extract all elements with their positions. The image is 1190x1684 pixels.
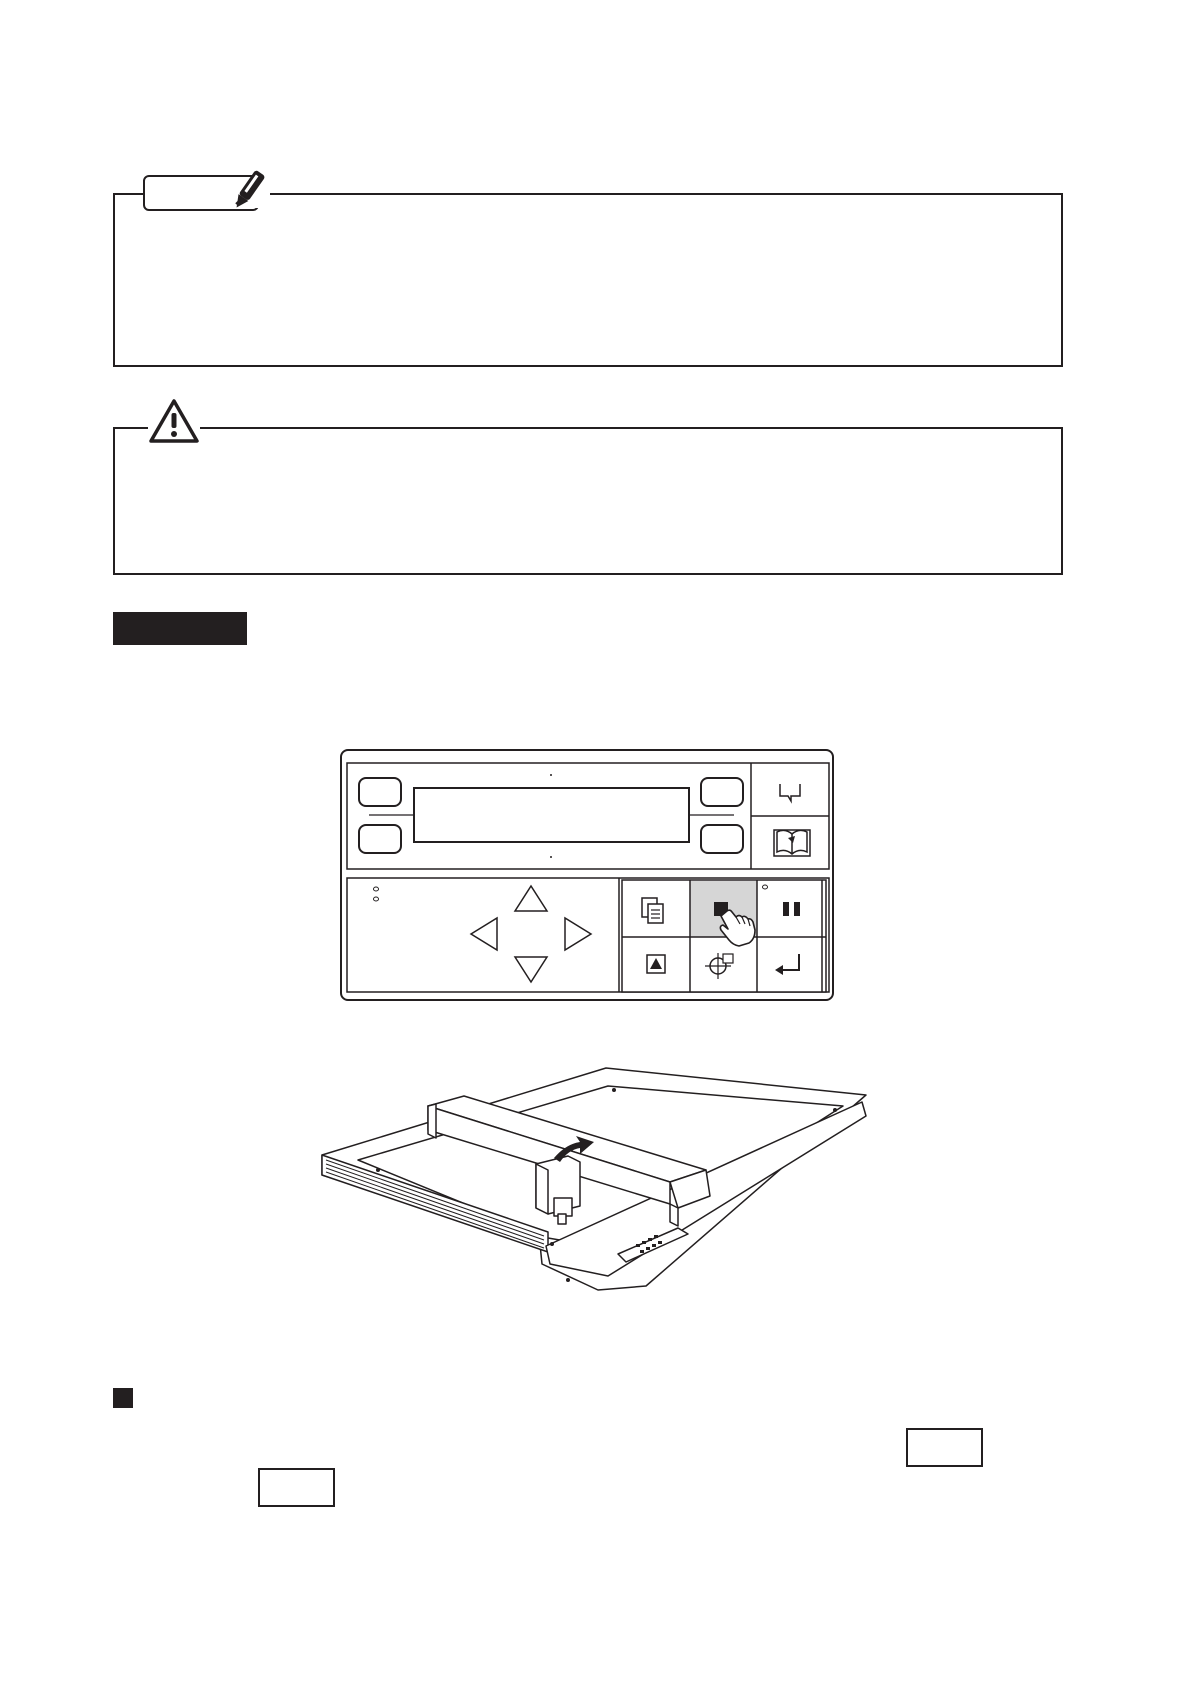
pen-icon — [230, 168, 270, 214]
bullet-square-icon — [113, 1388, 133, 1408]
function-key-4[interactable] — [701, 825, 743, 853]
flatbed-plotter-image — [318, 1058, 878, 1316]
caution-box — [113, 427, 1063, 575]
warning-triangle-icon — [148, 398, 200, 444]
key-box-1 — [906, 1428, 983, 1467]
function-key-1[interactable] — [359, 778, 401, 806]
lcd-display — [369, 788, 734, 842]
control-panel-diagram — [339, 748, 835, 1002]
key-box-2 — [258, 1468, 335, 1507]
function-key-3[interactable] — [701, 778, 743, 806]
manual-book-icon — [774, 830, 810, 856]
section-header-bar — [113, 612, 247, 645]
checkpoint-box — [113, 193, 1063, 367]
function-key-2[interactable] — [359, 825, 401, 853]
triangle-up-icon[interactable] — [647, 955, 665, 973]
